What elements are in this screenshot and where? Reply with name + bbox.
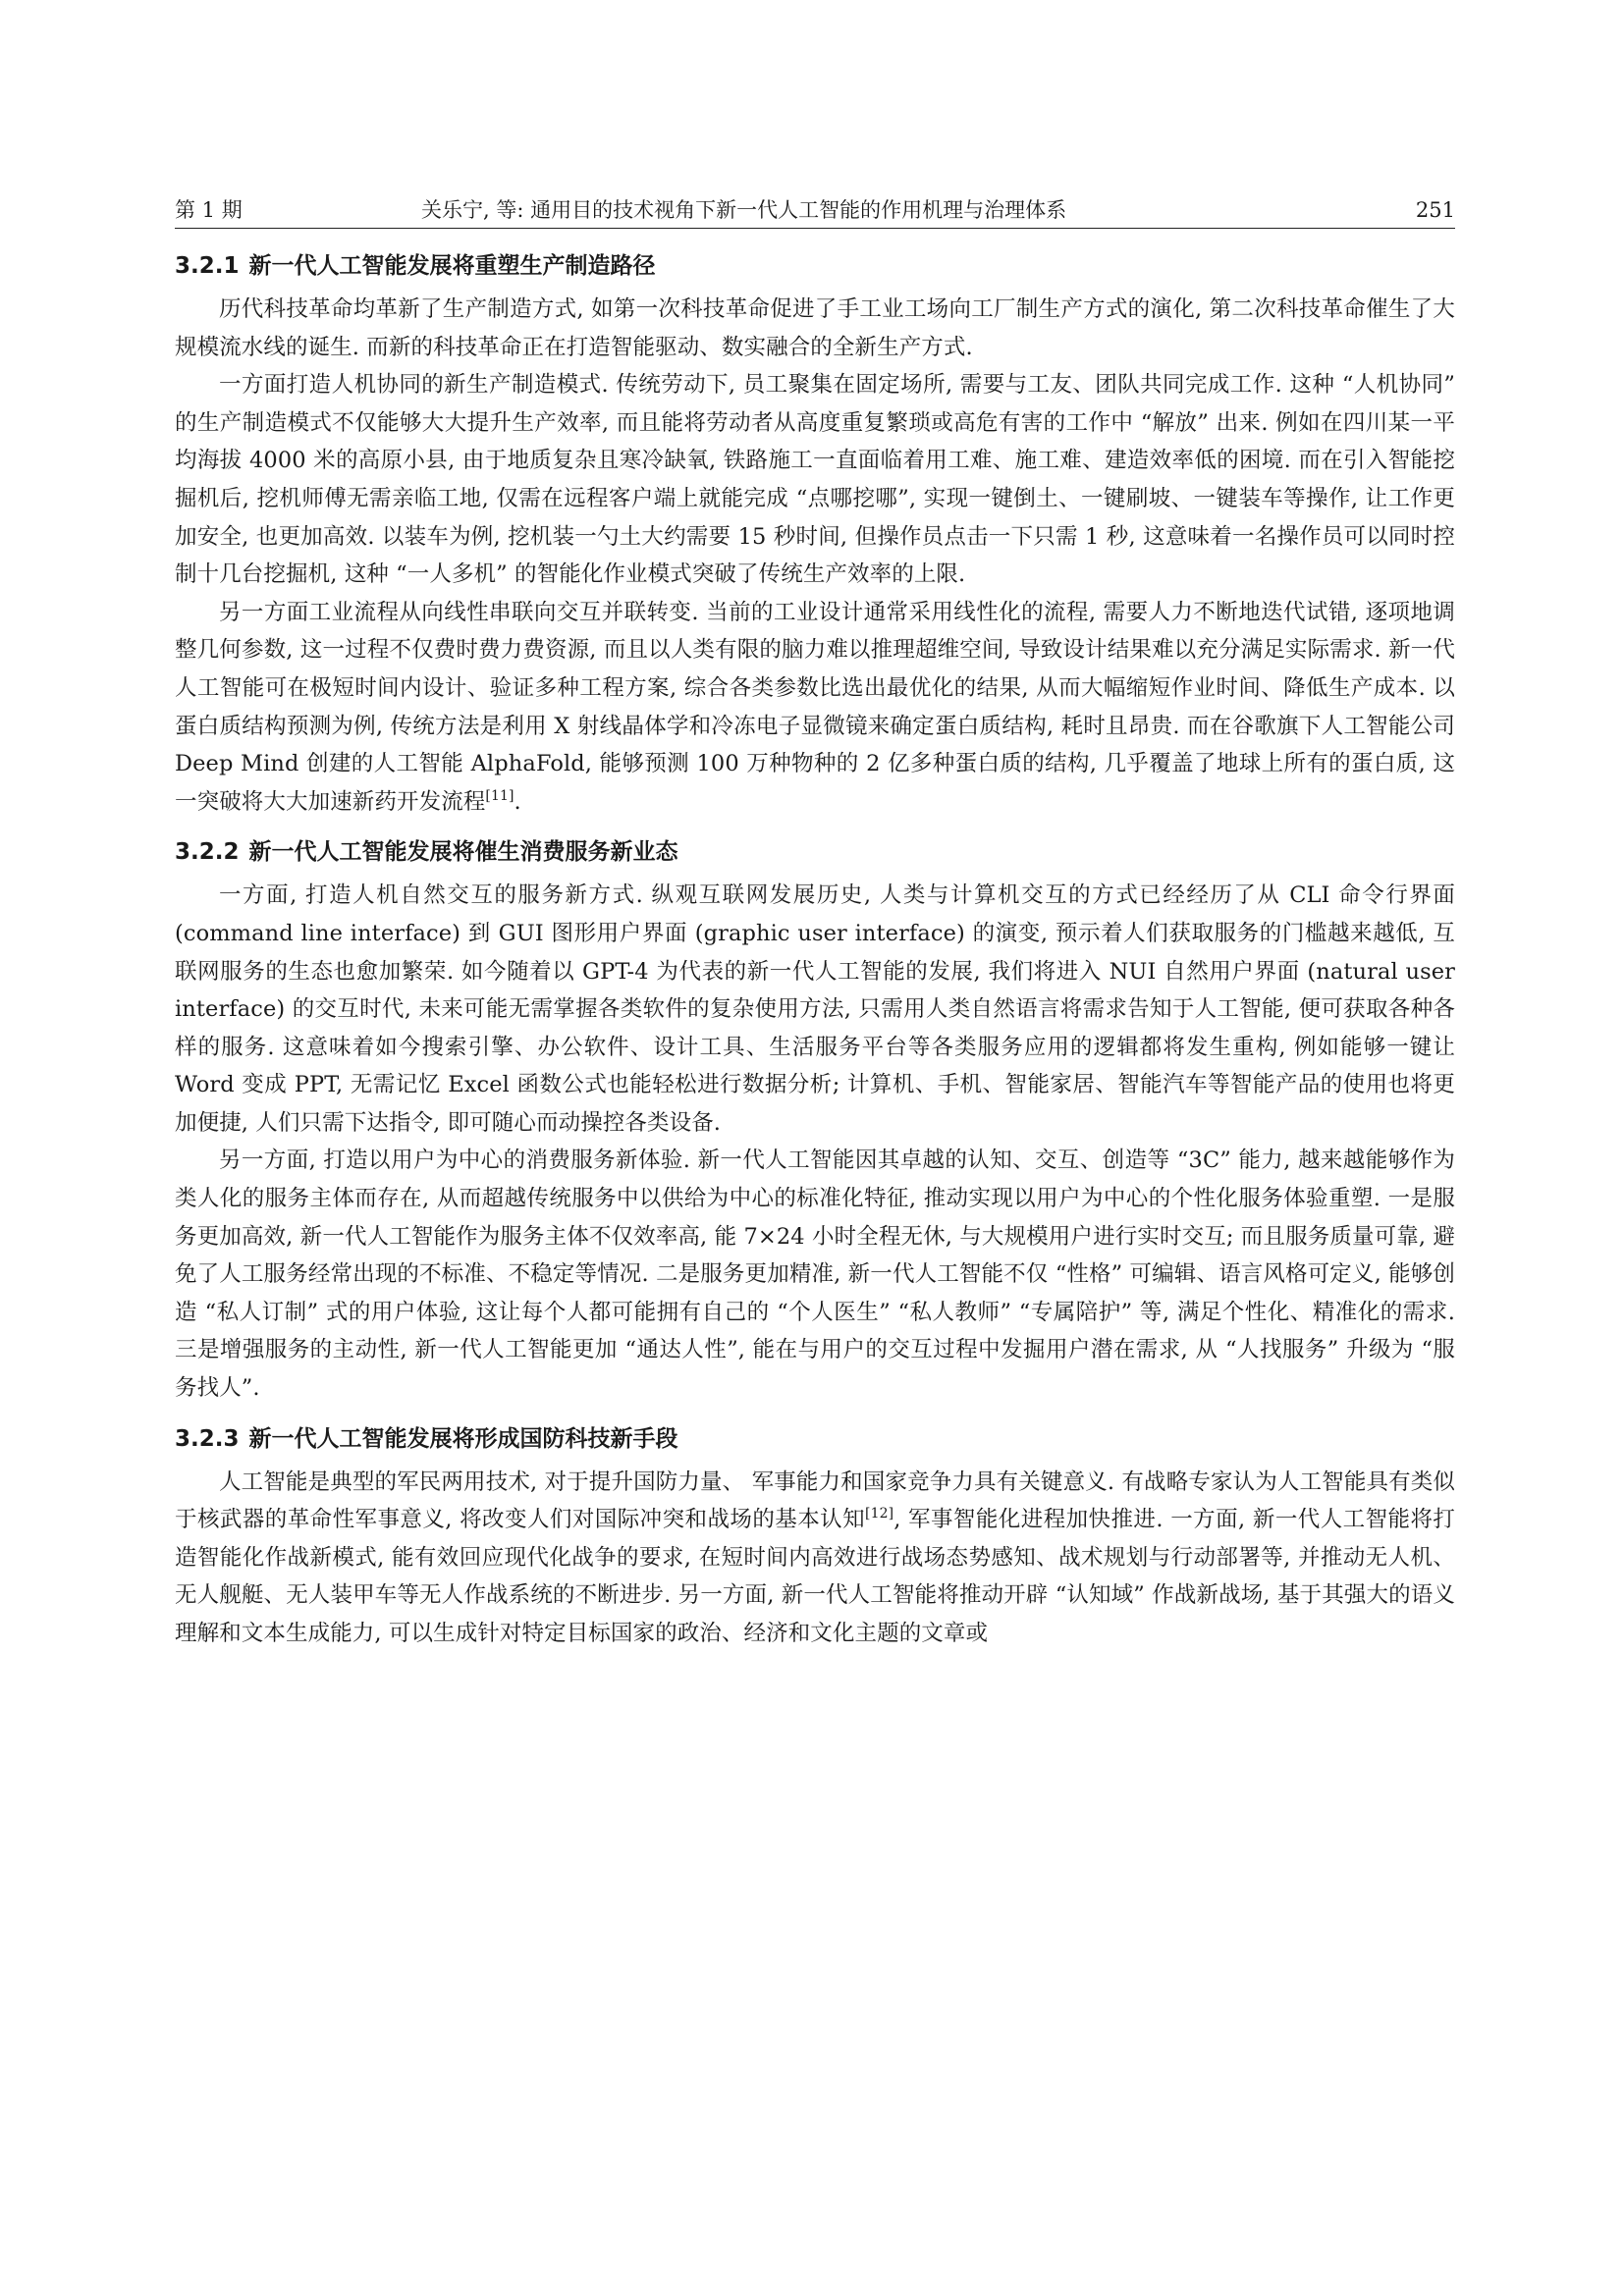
paragraph-tail: , 军事智能化进程加快推进. 一方面, 新一代人工智能将打造智能化作战新模式, 能有效回应现代化战争的要求, 在短时间内高效进行战场态势感知、战术规划与行动部署等, 并推动无人机、无人舰艇、无人装甲车等无人作战系统的不断进步. 另一方面, 新一代人工智能将推动开辟 “认知域” 作战新战场, 基于其强大的语义理解和文本生成能力, 可以生成针对特定目标国家的政治、经济和文化主题的文章或: [175, 1507, 1455, 1646]
section-heading: [175, 1423, 1455, 1456]
paragraph-text: 另一方面, 打造以用户为中心的消费服务新体验. 新一代人工智能因其卓越的认知、交互、创造等 “3C” 能力, 越来越能够作为类人化的服务主体而存在, 从而超越传统服务中以供给为中心的标准化特征, 推动实现以用户为中心的个性化服务体验重塑. 一是服务更加高效, 新一代人工智能作为服务主体不仅效率高, 能 7×24 小时全程无休, 与大规模用户进行实时交互; 而且服务质量可靠, 避免了人工服务经常出现的不标准、不稳定等情况. 二是服务更加精准, 新一代人工智能不仅 “性格” 可编辑、语言风格可定义, 能够创造 “私人订制” 式的用户体验, 这让每个人都可能拥有自己的 “个人医生” “私人教师” “专属陪护” 等, 满足个性化、精准化的需求. 三是增强服务的主动性, 新一代人工智能更加 “通达人性”, 能在与用户的交互过程中发掘用户潜在需求, 从 “人找服务” 升级为 “服务找人”.: [175, 1148, 1455, 1402]
paragraph-text: 另一方面工业流程从向线性串联向交互并联转变. 当前的工业设计通常采用线性化的流程, 需要人力不断地迭代试错, 逐项地调整几何参数, 这一过程不仅费时费力费资源, 而且以人类有限的脑力难以推理超维空间, 导致设计结果难以充分满足实际需求. 新一代人工智能可在极短时间内设计、验证多种工程方案, 综合各类参数比选出最优化的结果, 从而大幅缩短作业时间、降低生产成本. 以蛋白质结构预测为例, 传统方法是利用 X 射线晶体学和冷冻电子显微镜来确定蛋白质结构, 耗时且昂贵. 而在谷歌旗下人工智能公司 Deep Mind 创建的人工智能 AlphaFold, 能够预测 100 万种物种的 2 亿多种蛋白质的结构, 几乎覆盖了地球上所有的蛋白质, 这一突破将大大加速新药开发流程: [175, 599, 1455, 815]
running-header: [175, 192, 1455, 229]
citation-ref[interactable]: [11]: [485, 787, 514, 804]
section-3-2-2: [175, 836, 1455, 1407]
section-title: 新一代人工智能发展将形成国防科技新手段: [248, 1425, 678, 1452]
page-number: 251: [1415, 198, 1455, 222]
section-heading: [175, 250, 1455, 283]
section-3-2-3: [175, 1423, 1455, 1653]
issue-label: 第 1 期: [175, 198, 243, 222]
paragraph: [175, 594, 1455, 822]
paragraph-text: 历代科技革命均革新了生产制造方式, 如第一次科技革命促进了手工业工场向工厂制生产方式的演化, 第二次科技革命催生了大规模流水线的诞生. 而新的科技革命正在打造智能驱动、数实融合的全新生产方式.: [175, 296, 1455, 360]
section-3-2-1: [175, 250, 1455, 821]
section-number: 3.2.2: [175, 839, 240, 866]
section-title: 新一代人工智能发展将重塑生产制造路径: [248, 253, 656, 279]
section-heading: [175, 836, 1455, 869]
citation-ref[interactable]: [12]: [865, 1506, 894, 1522]
paragraph: [175, 1142, 1455, 1407]
section-number: 3.2.3: [175, 1425, 240, 1452]
paragraph: [175, 366, 1455, 594]
paragraph: [175, 291, 1455, 366]
paragraph-text: 人工智能是典型的军民两用技术, 对于提升国防力量、 军事能力和国家竞争力具有关键意义. 有战略专家认为人工智能具有类似于核武器的革命性军事意义, 将改变人们对国际冲突和战场的基本认知: [175, 1468, 1455, 1533]
paragraph-text: 一方面, 打造人机自然交互的服务新方式. 纵观互联网发展历史, 人类与计算机交互的方式已经经历了从 CLI 命令行界面 (command line interface) 到 GUI 图形用户界面 (graphic user interface) 的演变, 预示着人们获取服务的门槛越来越低, 互联网服务的生态也愈加繁荣. 如今随着以 GPT-4 为代表的新一代人工智能的发展, 我们将进入 NUI 自然用户界面 (natural user interface) 的交互时代, 未来可能无需掌握各类软件的复杂使用方法, 只需用人类自然语言将需求告知于人工智能, 便可获取各种各样的服务. 这意味着如今搜索引擎、办公软件、设计工具、生活服务平台等各类服务应用的逻辑都将发生重构, 例如能够一键让 Word 变成 PPT, 无需记忆 Excel 函数公式也能轻松进行数据分析; 计算机、手机、智能家居、智能汽车等智能产品的使用也将更加便捷, 人们只需下达指令, 即可随心而动操控各类设备.: [175, 882, 1455, 1136]
section-number: 3.2.1: [175, 253, 240, 279]
paragraph-tail: .: [514, 788, 521, 815]
paragraph-text: 一方面打造人机协同的新生产制造模式. 传统劳动下, 员工聚集在固定场所, 需要与工友、团队共同完成工作. 这种 “人机协同” 的生产制造模式不仅能够大大提升生产效率, 而且能将劳动者从高度重复繁琐或高危有害的工作中 “解放” 出来. 例如在四川某一平均海拔 4000 米的高原小县, 由于地质复杂且寒冷缺氧, 铁路施工一直面临着用工难、施工难、建造效率低的困境. 而在引入智能挖掘机后, 挖机师傅无需亲临工地, 仅需在远程客户端上就能完成 “点哪挖哪”, 实现一键倒土、一键刷坡、一键装车等操作, 让工作更加安全, 也更加高效. 以装车为例, 挖机装一勺土大约需要 15 秒时间, 但操作员点击一下只需 1 秒, 这意味着一名操作员可以同时控制十几台挖掘机, 这种 “一人多机” 的智能化作业模式突破了传统生产效率的上限.: [175, 372, 1455, 588]
section-title: 新一代人工智能发展将催生消费服务新业态: [248, 839, 678, 866]
paragraph: [175, 877, 1455, 1142]
running-title: 关乐宁, 等: 通用目的技术视角下新一代人工智能的作用机理与治理体系: [421, 198, 1067, 222]
paragraph: [175, 1464, 1455, 1653]
paper-page: [175, 192, 1455, 1653]
